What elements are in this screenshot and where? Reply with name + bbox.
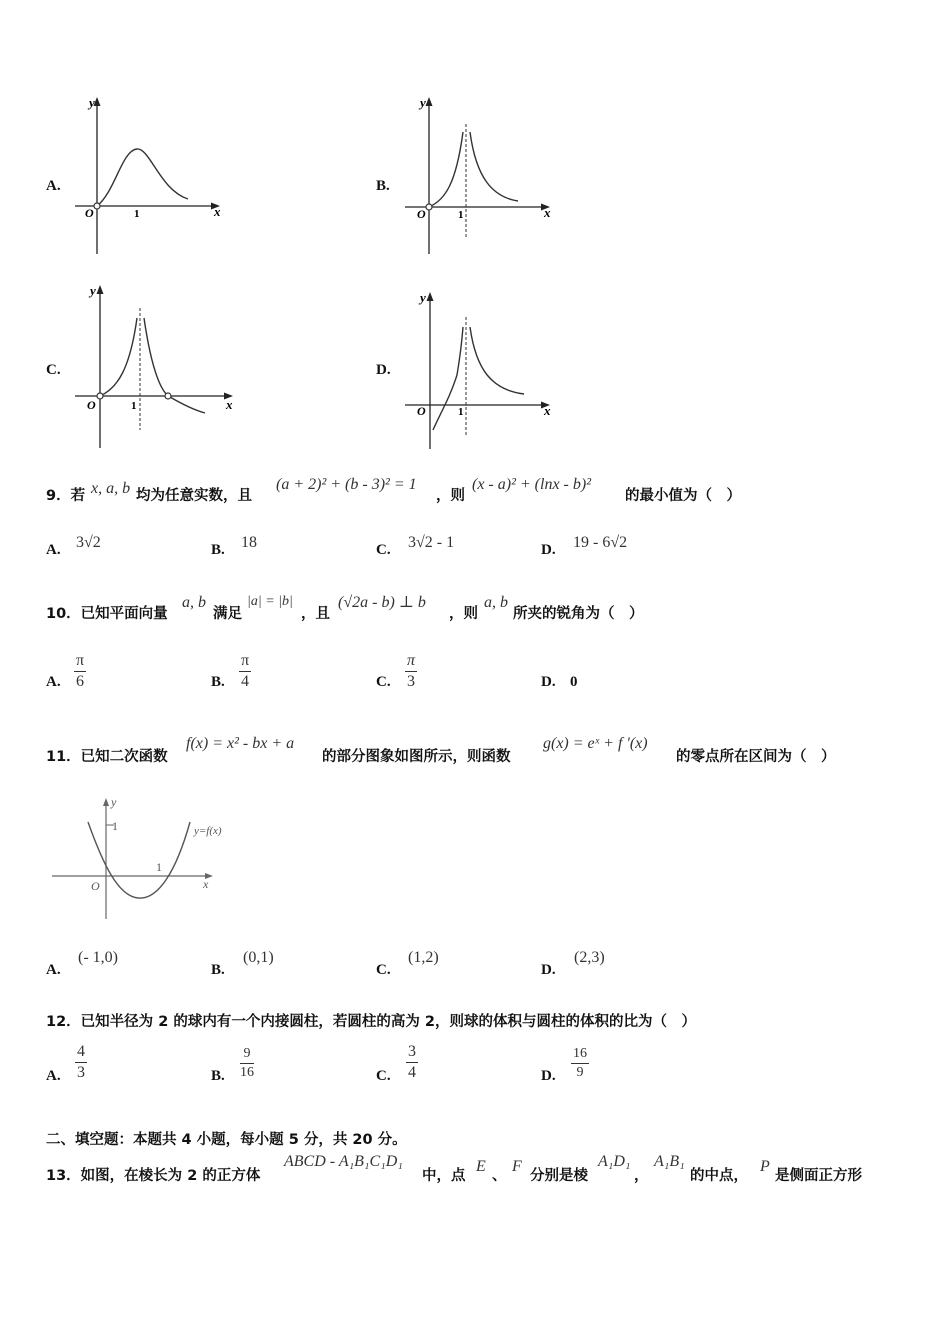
q11-function: g(x) = eˣ + f '(x): [543, 735, 648, 752]
y-label: y: [111, 795, 117, 809]
q10-stem: 10．已知平面向量: [46, 606, 168, 622]
q13-point: F: [512, 1158, 522, 1175]
option-label: B.: [211, 962, 225, 978]
option-label: A.: [46, 542, 61, 558]
origin-point: [94, 203, 100, 209]
option-fraction: $\frac{9}{16}$: [240, 1046, 254, 1080]
option-value: 3√2 - 1: [408, 534, 455, 551]
option-fraction: $\frac{16}{9}$: [573, 1046, 587, 1080]
y-label: y: [420, 290, 426, 305]
q9-vars: x, a, b: [91, 480, 131, 497]
option-value: (- 1,0): [78, 949, 118, 966]
q10-vars: a, b: [484, 594, 508, 611]
curve-left: [429, 132, 463, 207]
tick-label: 1: [458, 406, 464, 418]
q10-stem: 所夹的锐角为（ ）: [513, 606, 644, 622]
q13-edge: A₁B₁: [654, 1153, 685, 1170]
tick-label: 1: [134, 208, 140, 220]
graph-a: [70, 92, 230, 257]
option-label: B.: [211, 1068, 225, 1084]
q9-stem: 9．若: [46, 488, 86, 504]
q13-stem: 分别是棱: [530, 1168, 588, 1184]
q10-condition: (√2a - b) ⊥ b: [338, 594, 426, 611]
graph-d: [400, 285, 560, 455]
q11-function: f(x) = x² - bx + a: [186, 735, 295, 752]
x-label: x: [203, 877, 209, 891]
zero-point: [165, 393, 171, 399]
option-label: D.: [541, 542, 556, 558]
y-axis-arrow: [427, 292, 434, 301]
x-label: x: [544, 205, 551, 220]
curve-label: y=f(x): [194, 825, 222, 837]
x-label: x: [544, 403, 551, 418]
option-fraction: $\frac{\pi}{6}$: [76, 652, 85, 690]
option-label: D.: [541, 1068, 556, 1084]
y-label: y: [420, 95, 426, 110]
q13-separator: ，: [634, 1168, 649, 1184]
q10-condition: |a| = |b|: [247, 594, 293, 609]
tick-label: 1: [458, 209, 464, 221]
q13-stem: 的中点，: [690, 1168, 748, 1184]
y-label: y: [90, 283, 96, 298]
q9-stem: ，则: [436, 488, 465, 504]
y-tick-label: 1: [112, 819, 118, 833]
q10-stem: ，则: [449, 606, 478, 622]
q10-stem: ，且: [301, 606, 330, 622]
curve-right: [144, 318, 205, 413]
origin-label: O: [417, 404, 426, 418]
origin-label: O: [85, 206, 94, 220]
option-value: (0,1): [243, 949, 274, 966]
q10-vars: a, b: [182, 594, 206, 611]
option-label: B.: [376, 178, 390, 194]
q11-stem: 11．已知二次函数: [46, 749, 168, 765]
option-label: C.: [46, 362, 61, 378]
q13-cube: ABCD - A₁B₁C₁D₁: [284, 1153, 403, 1170]
q13-edge: A₁D₁: [598, 1153, 631, 1170]
origin-label: O: [87, 398, 96, 412]
q13-stem: 13．如图，在棱长为 2 的正方体: [46, 1168, 261, 1184]
q12-stem: 12．已知半径为 2 的球内有一个内接圆柱，若圆柱的高为 2，则球的体积与圆柱的体积的比为（ ）: [46, 1014, 696, 1030]
option-fraction: $\frac{3}{4}$: [408, 1043, 416, 1081]
option-value: (2,3): [574, 949, 605, 966]
y-axis-arrow: [103, 798, 109, 806]
q9-condition: (a + 2)² + (b - 3)² = 1: [276, 476, 417, 493]
curve-right: [470, 327, 524, 394]
curve-right: [470, 132, 518, 201]
option-label: D.: [541, 962, 556, 978]
origin-label: O: [417, 207, 426, 221]
q10-stem: 满足: [213, 606, 242, 622]
option-label: B.: [211, 674, 225, 690]
y-axis-arrow: [426, 97, 433, 106]
section-heading: 二、填空题：本题共 4 小题，每小题 5 分，共 20 分。: [46, 1132, 407, 1148]
q9-stem: 均为任意实数，且: [136, 488, 252, 504]
q13-stem: 中，点: [422, 1168, 466, 1184]
q11-stem: 的部分图象如图所示，则函数: [322, 749, 511, 765]
option-label: D.: [376, 362, 391, 378]
q13-point: E: [476, 1158, 486, 1175]
q13-separator: 、: [492, 1168, 507, 1184]
option-fraction: $\frac{\pi}{4}$: [241, 652, 250, 690]
q9-stem: 的最小值为（ ）: [625, 488, 741, 504]
option-label: A.: [46, 1068, 61, 1084]
y-axis-arrow: [97, 285, 104, 294]
option-value: 3√2: [76, 534, 101, 551]
option-value: (1,2): [408, 949, 439, 966]
option-label: A.: [46, 674, 61, 690]
option-label: A.: [46, 962, 61, 978]
option-value: 0: [570, 674, 578, 690]
q11-stem: 的零点所在区间为（ ）: [676, 749, 836, 765]
x-label: x: [226, 397, 233, 412]
origin-point: [426, 204, 432, 210]
option-label: C.: [376, 1068, 391, 1084]
q11-graph: [48, 792, 248, 922]
option-fraction: $\frac{\pi}{3}$: [407, 652, 416, 690]
option-label: A.: [46, 178, 61, 194]
graph-c: [70, 278, 245, 453]
option-value: 19 - 6√2: [573, 534, 628, 551]
curve: [97, 149, 188, 206]
parabola: [88, 822, 190, 898]
graph-b: [400, 92, 560, 257]
x-tick-label: 1: [156, 860, 162, 874]
option-value: 18: [241, 534, 257, 551]
option-label: C.: [376, 542, 391, 558]
x-label: x: [214, 204, 221, 219]
y-label: y: [89, 95, 95, 110]
curve-left: [100, 318, 137, 396]
option-label: C.: [376, 674, 391, 690]
q13-point: P: [760, 1158, 770, 1175]
q13-stem: 是侧面正方形: [775, 1168, 862, 1184]
option-label: C.: [376, 962, 391, 978]
origin-point: [97, 393, 103, 399]
tick-label: 1: [131, 400, 137, 412]
option-label: B.: [211, 542, 225, 558]
origin-label: O: [91, 879, 100, 893]
option-fraction: $\frac{4}{3}$: [77, 1043, 85, 1081]
q9-expression: (x - a)² + (lnx - b)²: [472, 476, 592, 493]
option-label: D.: [541, 674, 556, 690]
